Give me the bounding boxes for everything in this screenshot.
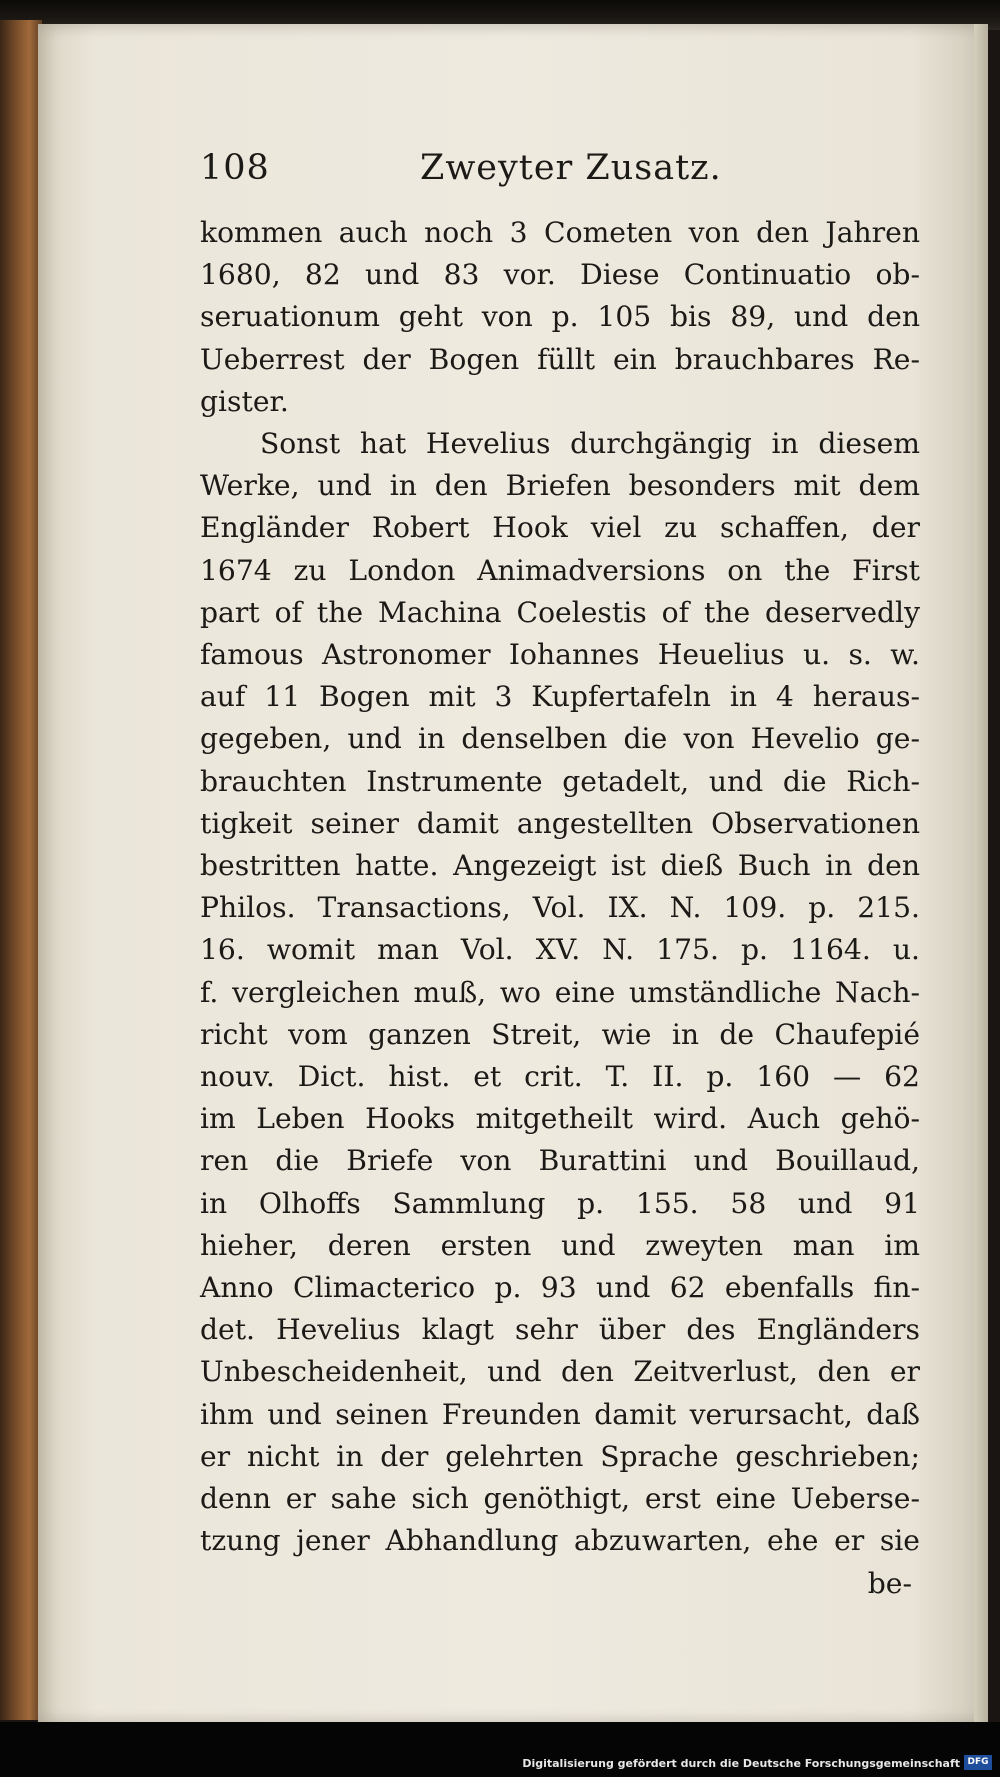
running-title: Zweyter Zusatz. [420,148,722,188]
funding-credit: Digitalisierung gefördert durch die Deutsche Forschungsgemeinschaft [522,1757,960,1770]
text-line: er nicht in der gelehrten Sprache geschrieben; [200,1439,920,1473]
text-line: seruationum geht von p. 105 bis 89, und den [200,300,920,334]
page-header [200,140,920,212]
text-line: 1680, 82 und 83 vor. Diese Continuatio ob- [200,258,920,292]
text-line: Philos. Transactions, Vol. IX. N. 109. p. 215. [200,891,920,925]
text-line: Werke, und in den Briefen besonders mit dem [200,469,920,503]
text-line: Sonst hat Hevelius durchgängig in diesem [260,427,920,461]
catchword: be- [867,1566,912,1600]
text-line: in Olhoffs Sammlung p. 155. 58 und 91 [200,1186,920,1220]
text-line: det. Hevelius klagt sehr über des Engländers [200,1313,920,1347]
text-line: tigkeit seiner damit angestellten Observationen [200,806,920,840]
dfg-logo: DFG [964,1755,992,1770]
text-line: gegeben, und in denselben die von Hevelio ge- [200,722,920,756]
text-line: ren die Briefe von Burattini und Bouillaud, [200,1144,920,1178]
text-line: tzung jener Abhandlung abzuwarten, ehe er sie [200,1524,920,1558]
text-line: brauchten Instrumente getadelt, und die Rich- [200,764,920,798]
text-line: Unbescheidenheit, und den Zeitverlust, den er [200,1355,920,1389]
text-line: Ueberrest der Bogen füllt ein brauchbares Re- [200,342,920,376]
text-line: richt vom ganzen Streit, wie in de Chaufepié [200,1017,920,1051]
text-line: Anno Climacterico p. 93 und 62 ebenfalls fin- [200,1271,920,1305]
book-spine [0,20,42,1720]
text-line: part of the Machina Coelestis of the deservedly [200,595,920,629]
text-line: im Leben Hooks mitgetheilt wird. Auch gehö- [200,1102,920,1136]
text-line: hieher, deren ersten und zweyten man im [200,1228,920,1262]
text-line: ihm und seinen Freunden damit verursacht, daß [200,1397,920,1431]
page-text [200,140,920,1605]
text-line: auf 11 Bogen mit 3 Kupfertafeln in 4 heraus- [200,680,920,714]
text-line: bestritten hatte. Angezeigt ist dieß Buch in den [200,849,920,883]
text-line: nouv. Dict. hist. et crit. T. II. p. 160 — 62 [200,1060,920,1094]
text-line: f. vergleichen muß, wo eine umständliche Nach- [200,975,920,1009]
text-line: 1674 zu London Animadversions on the First [200,553,920,587]
body-text [200,212,920,1563]
text-line: Engländer Robert Hook viel zu schaffen, der [200,511,920,545]
text-line: gister. [200,384,289,418]
page-edge [974,24,988,1724]
text-line: 16. womit man Vol. XV. N. 175. p. 1164. u. [200,933,920,967]
text-line: kommen auch noch 3 Cometen von den Jahren [200,216,920,249]
page-number: 108 [200,148,270,188]
text-line: denn er sahe sich genöthigt, erst eine Ueberse- [200,1482,920,1516]
text-line: famous Astronomer Iohannes Heuelius u. s. w. [200,638,920,672]
